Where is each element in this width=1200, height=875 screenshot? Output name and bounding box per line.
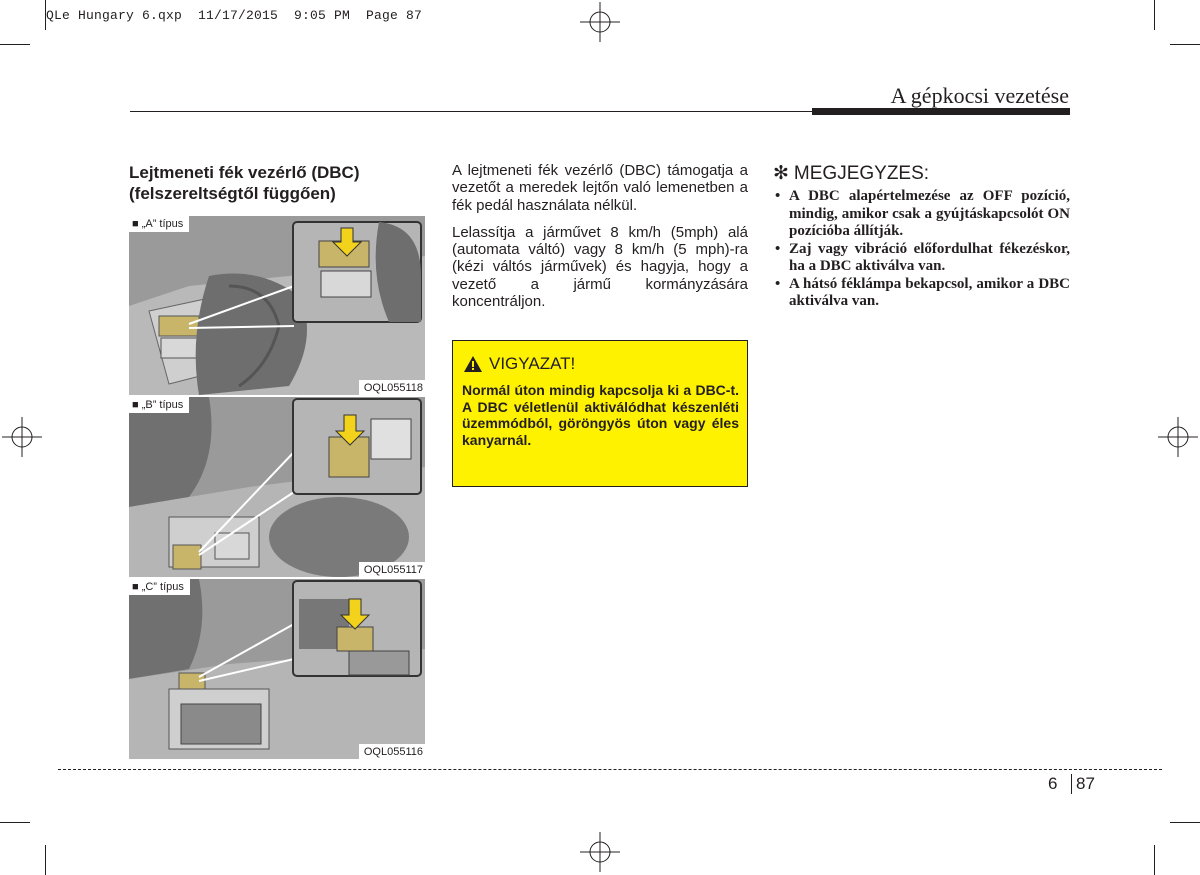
figure-type-c	[129, 579, 425, 759]
caution-text: Normál úton mindig kapcsolja ki a DBC-t. A DBC véletlenül aktiválódhat készenléti üzemmódból, göröngyös úton vagy éles kanyarnál.	[462, 382, 739, 448]
page-number-separator	[1071, 774, 1072, 794]
console-illustration-c	[129, 579, 425, 759]
heading-line-2: (felszereltségtől függően)	[129, 184, 336, 203]
console-illustration-b	[129, 397, 425, 577]
body-text	[452, 162, 748, 320]
figure-code-c: OQL055116	[359, 744, 425, 759]
figure-type-b	[129, 397, 425, 577]
print-header: QLe Hungary 6.qxp 11/17/2015 9:05 PM Page 87	[46, 8, 423, 23]
warning-triangle-icon	[463, 355, 483, 373]
paragraph-1: A lejtmeneti fék vezérlő (DBC) támogatja a vezetőt a meredek lejtőn való lemenetben a fék pedál használata nélkül.	[452, 162, 748, 214]
caution-title	[463, 354, 575, 374]
caution-box	[452, 340, 748, 487]
figure-code-b: OQL055117	[359, 562, 425, 577]
note-title-text: MEGJEGYZES:	[793, 162, 930, 184]
figure-label-c: ■ „C” típus	[129, 579, 190, 595]
figure-type-a	[129, 216, 425, 395]
paragraph-2: Lelassítja a járművet 8 km/h (5mph) alá (automata váltó) vagy 8 km/h (5 mph)-ra (kézi váltós járművek) és hagyja, hogy a vezető a jármű kormányzására koncentráljon.	[452, 223, 748, 311]
note-item: • A hátsó féklámpa bekapcsol, amikor a DBC aktiválva van.	[773, 276, 1070, 311]
page-number: 87	[1076, 774, 1095, 793]
section-heading	[129, 162, 429, 204]
caution-title-text: VIGYAZAT!	[489, 354, 576, 373]
asterisk-icon: ✻	[773, 163, 789, 184]
figure-label-b: ■ „B” típus	[129, 397, 189, 413]
header-rule	[130, 108, 1070, 116]
footer-divider	[58, 769, 1162, 770]
note-item: • A DBC alapértelmezése az OFF pozíció, mindig, amikor csak a gyújtáskapcsolót ON pozícióba állítják.	[773, 188, 1070, 241]
section-title: A gépkocsi vezetése	[890, 83, 1069, 108]
note-section	[773, 162, 1070, 311]
chapter-number: 6	[1048, 774, 1058, 793]
figure-label-a: ■ „A” típus	[129, 216, 189, 232]
note-list	[773, 188, 1070, 311]
note-title	[773, 162, 1070, 185]
console-illustration-a	[129, 216, 425, 395]
heading-line-1: Lejtmeneti fék vezérlő (DBC)	[129, 163, 360, 182]
note-item: • Zaj vagy vibráció előfordulhat fékezéskor, ha a DBC aktiválva van.	[773, 241, 1070, 276]
figure-code-a: OQL055118	[359, 380, 425, 395]
